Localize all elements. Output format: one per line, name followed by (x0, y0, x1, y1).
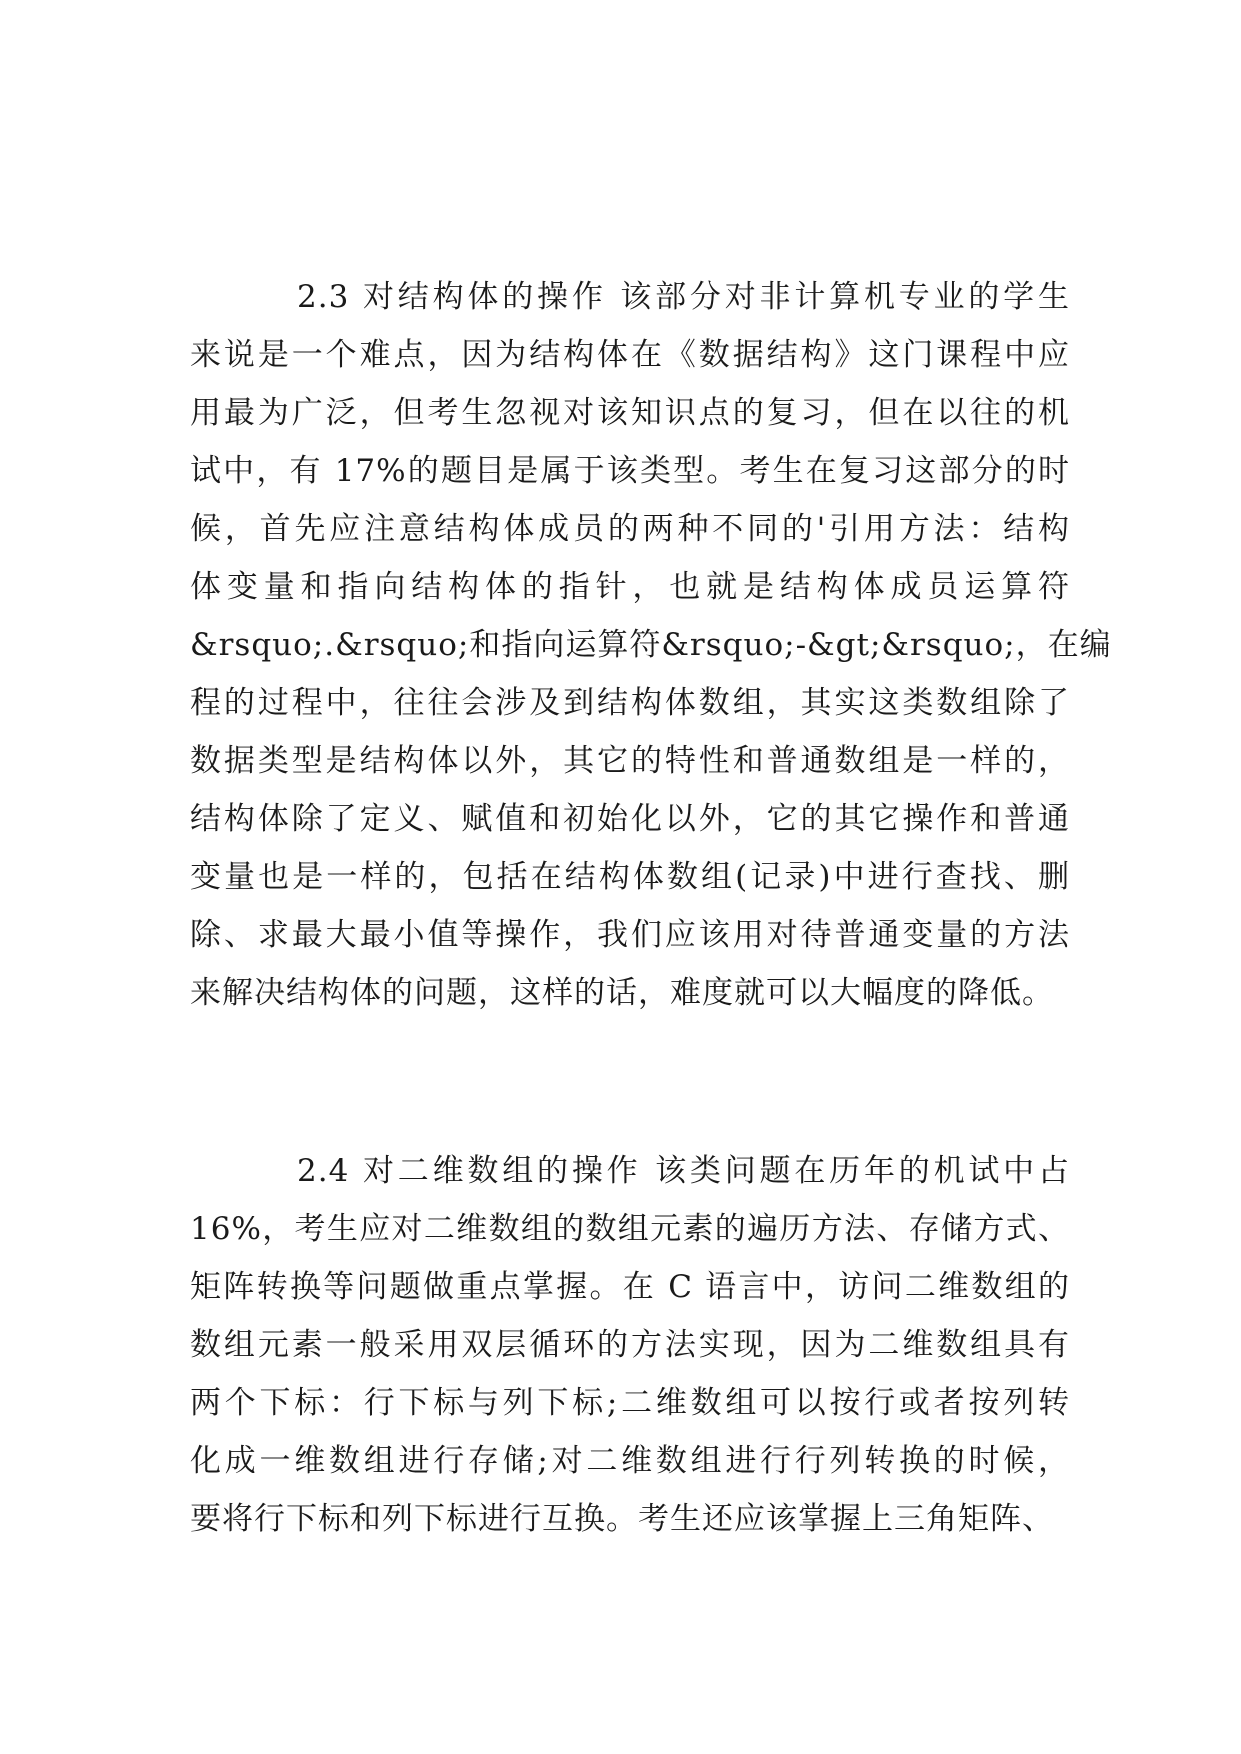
paragraph-line: 结构体除了定义、赋值和初始化以外，它的其它操作和普通 (190, 801, 1070, 837)
paragraph-line: 要将行下标和列下标进行互换。考生还应该掌握上三角矩阵、 (190, 1501, 1054, 1537)
paragraph-line: 候，首先应注意结构体成员的两种不同的'引用方法：结构 (190, 511, 1070, 547)
paragraph-line: 2.4 对二维数组的操作 该类问题在历年的机试中占 (297, 1153, 1070, 1189)
paragraph-section-2-3 (190, 268, 1112, 1022)
paragraph-line: 来说是一个难点，因为结构体在《数据结构》这门课程中应 (190, 337, 1070, 373)
paragraph-line: 数据类型是结构体以外，其它的特性和普通数组是一样的， (190, 743, 1070, 779)
paragraph-line: 体变量和指向结构体的指针，也就是结构体成员运算符 (190, 569, 1070, 605)
paragraph-line: 化成一维数组进行存储;对二维数组进行行列转换的时候， (190, 1443, 1070, 1479)
paragraph-line: 数组元素一般采用双层循环的方法实现，因为二维数组具有 (190, 1327, 1070, 1363)
paragraph-line: 两个下标：行下标与列下标;二维数组可以按行或者按列转 (190, 1385, 1070, 1421)
paragraph-line: 16%，考生应对二维数组的数组元素的遍历方法、存储方式、 (190, 1211, 1070, 1247)
paragraph-line: 矩阵转换等问题做重点掌握。在 C 语言中，访问二维数组的 (190, 1269, 1070, 1305)
paragraph-line: 除、求最大最小值等操作，我们应该用对待普通变量的方法 (190, 917, 1070, 953)
paragraph-section-2-4 (190, 1142, 1070, 1548)
paragraph-line: &rsquo;.&rsquo;和指向运算符&rsquo;-&gt;&rsquo;，在编 (190, 627, 1112, 663)
paragraph-line: 来解决结构体的问题，这样的话，难度就可以大幅度的降低。 (190, 975, 1054, 1011)
paragraph-line: 程的过程中，往往会涉及到结构体数组，其实这类数组除了 (190, 685, 1070, 721)
paragraph-line: 变量也是一样的，包括在结构体数组(记录)中进行查找、删 (190, 859, 1070, 895)
paragraph-line: 用最为广泛，但考生忽视对该知识点的复习，但在以往的机 (190, 395, 1070, 431)
paragraph-line: 2.3 对结构体的操作 该部分对非计算机专业的学生 (297, 279, 1070, 315)
paragraph-line: 试中，有 17%的题目是属于该类型。考生在复习这部分的时 (190, 453, 1070, 489)
